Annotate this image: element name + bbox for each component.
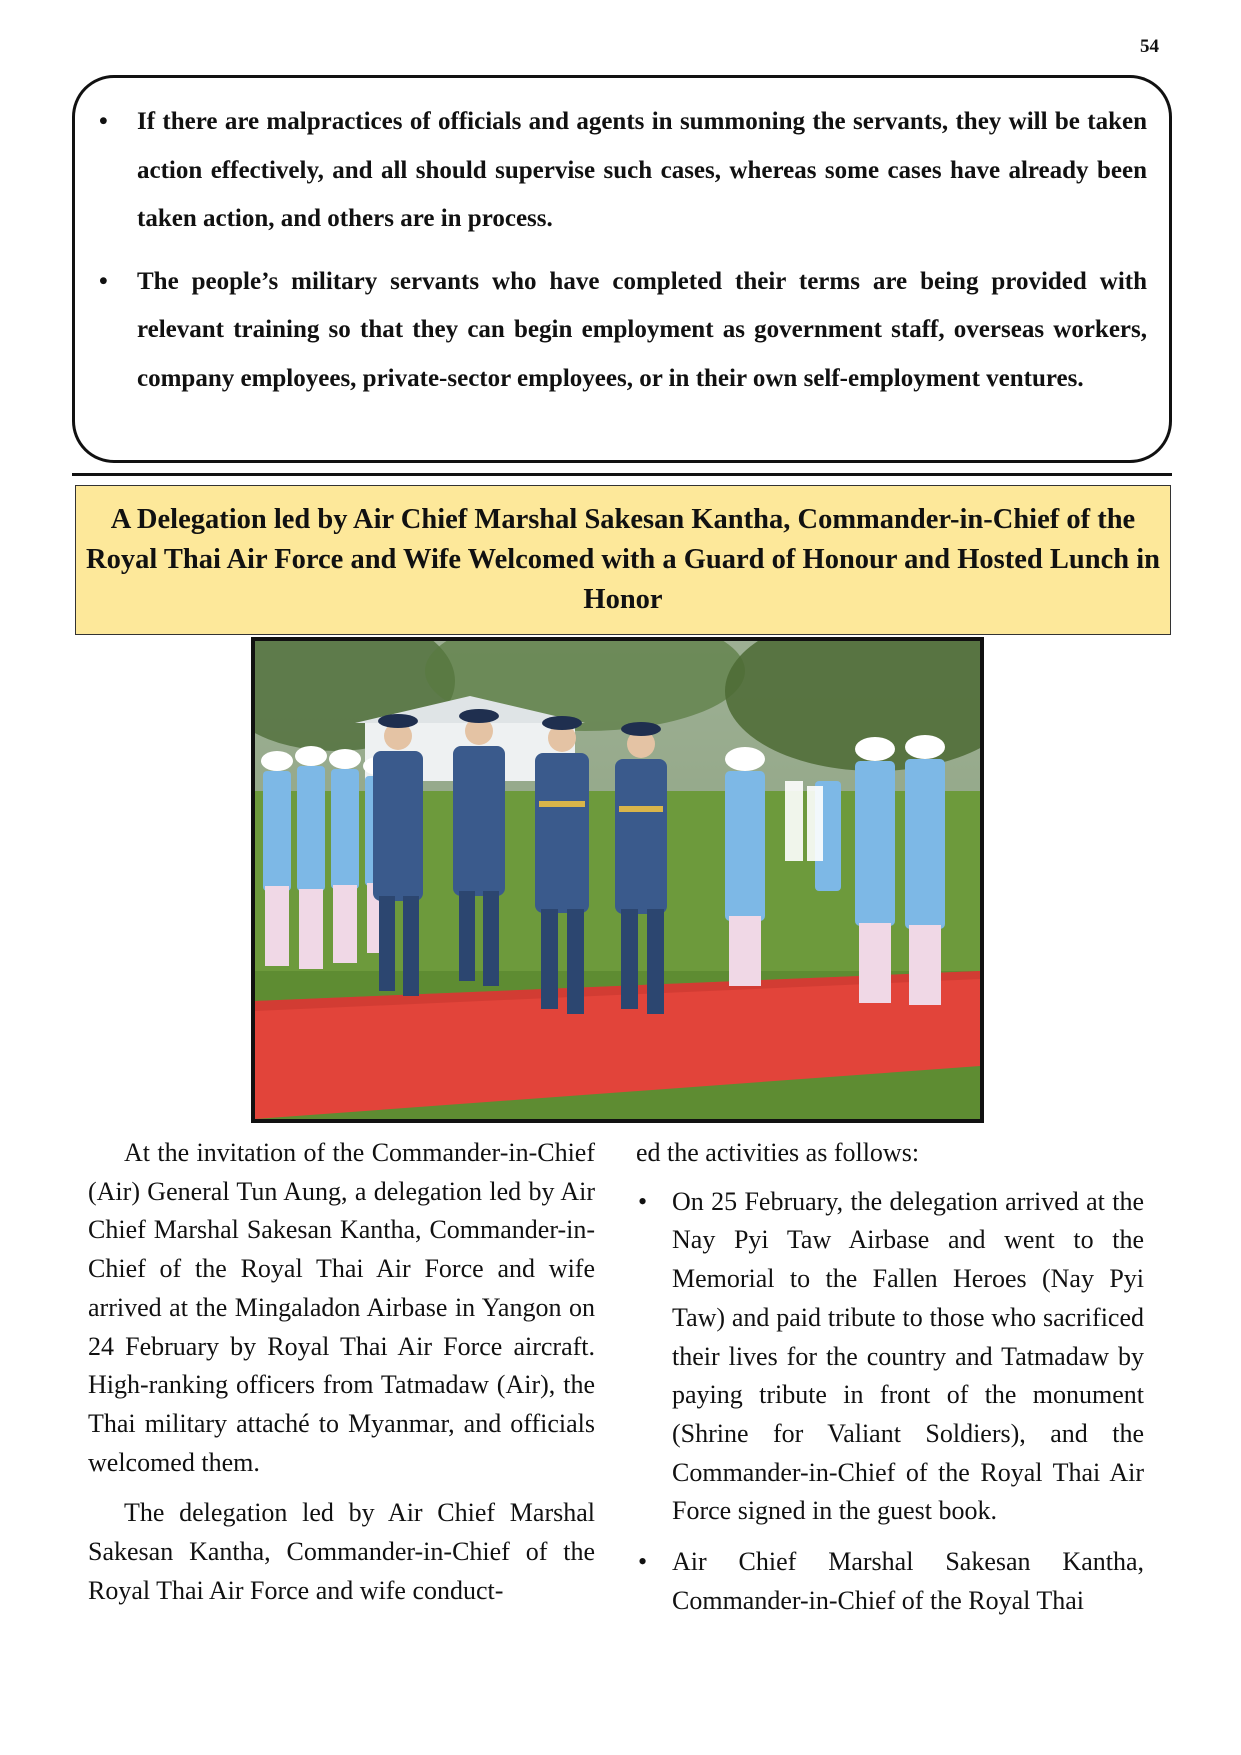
- summary-bullet-item: • If there are malpractices of officials and agents in summoning the servants, they will be taken action effectively, and all should supervise such cases, whereas some cases have already been taken action, and others are in process.: [91, 98, 1147, 244]
- article-paragraph: The delegation led by Air Chief Marshal Sakesan Kantha, Commander-in-Chief of the Royal Thai Air Force and wife conduct-: [88, 1498, 595, 1605]
- article-paragraph-continuation: ed the activities as follows:: [636, 1138, 920, 1167]
- summary-bullet-box: [72, 75, 1172, 463]
- article-photo: [251, 637, 984, 1123]
- summary-bullet-item: • The people’s military servants who have completed their terms are being provided with relevant training so that they can begin employment as government staff, overseas workers, company employees, private-sector employees, or in their own self-employment ventures.: [91, 258, 1147, 404]
- guard-of-honour-photo-icon: [255, 641, 980, 1119]
- headline-banner: [75, 485, 1171, 635]
- article-column-left: [88, 1134, 595, 1622]
- summary-bullet-list: [91, 98, 1147, 417]
- page-number: 54: [1140, 36, 1159, 57]
- section-divider: [72, 473, 1172, 476]
- activity-list: [636, 1183, 1144, 1621]
- article-paragraph: At the invitation of the Commander-in-Chief (Air) General Tun Aung, a delegation led by Air Chief Marshal Sakesan Kantha, Commander-in-Chief of the Royal Thai Air Force and wife arrived at the Mingaladon Airbase in Yangon on 24 February by Royal Thai Air Force aircraft. High-ranking officers from Tatmadaw (Air), the Thai military attaché to Myanmar, and officials welcomed them.: [88, 1138, 595, 1477]
- activity-list-item: • Air Chief Marshal Sakesan Kantha, Commander-in-Chief of the Royal Thai: [636, 1543, 1144, 1620]
- activity-list-item: • On 25 February, the delegation arrived at the Nay Pyi Taw Airbase and went to the Memorial to the Fallen Heroes (Nay Pyi Taw) and paid tribute to those who sacrificed their lives for the country and Tatmadaw by paying tribute in front of the monument (Shrine for Valiant Soldiers), and the Commander-in-Chief of the Royal Thai Air Force signed in the guest book.: [636, 1183, 1144, 1531]
- article-column-right: [636, 1134, 1144, 1632]
- article-headline: A Delegation led by Air Chief Marshal Sakesan Kantha, Commander-in-Chief of the Royal Thai Air Force and Wife Welcomed with a Guard of Honour and Hosted Lunch in Honor: [86, 504, 1160, 615]
